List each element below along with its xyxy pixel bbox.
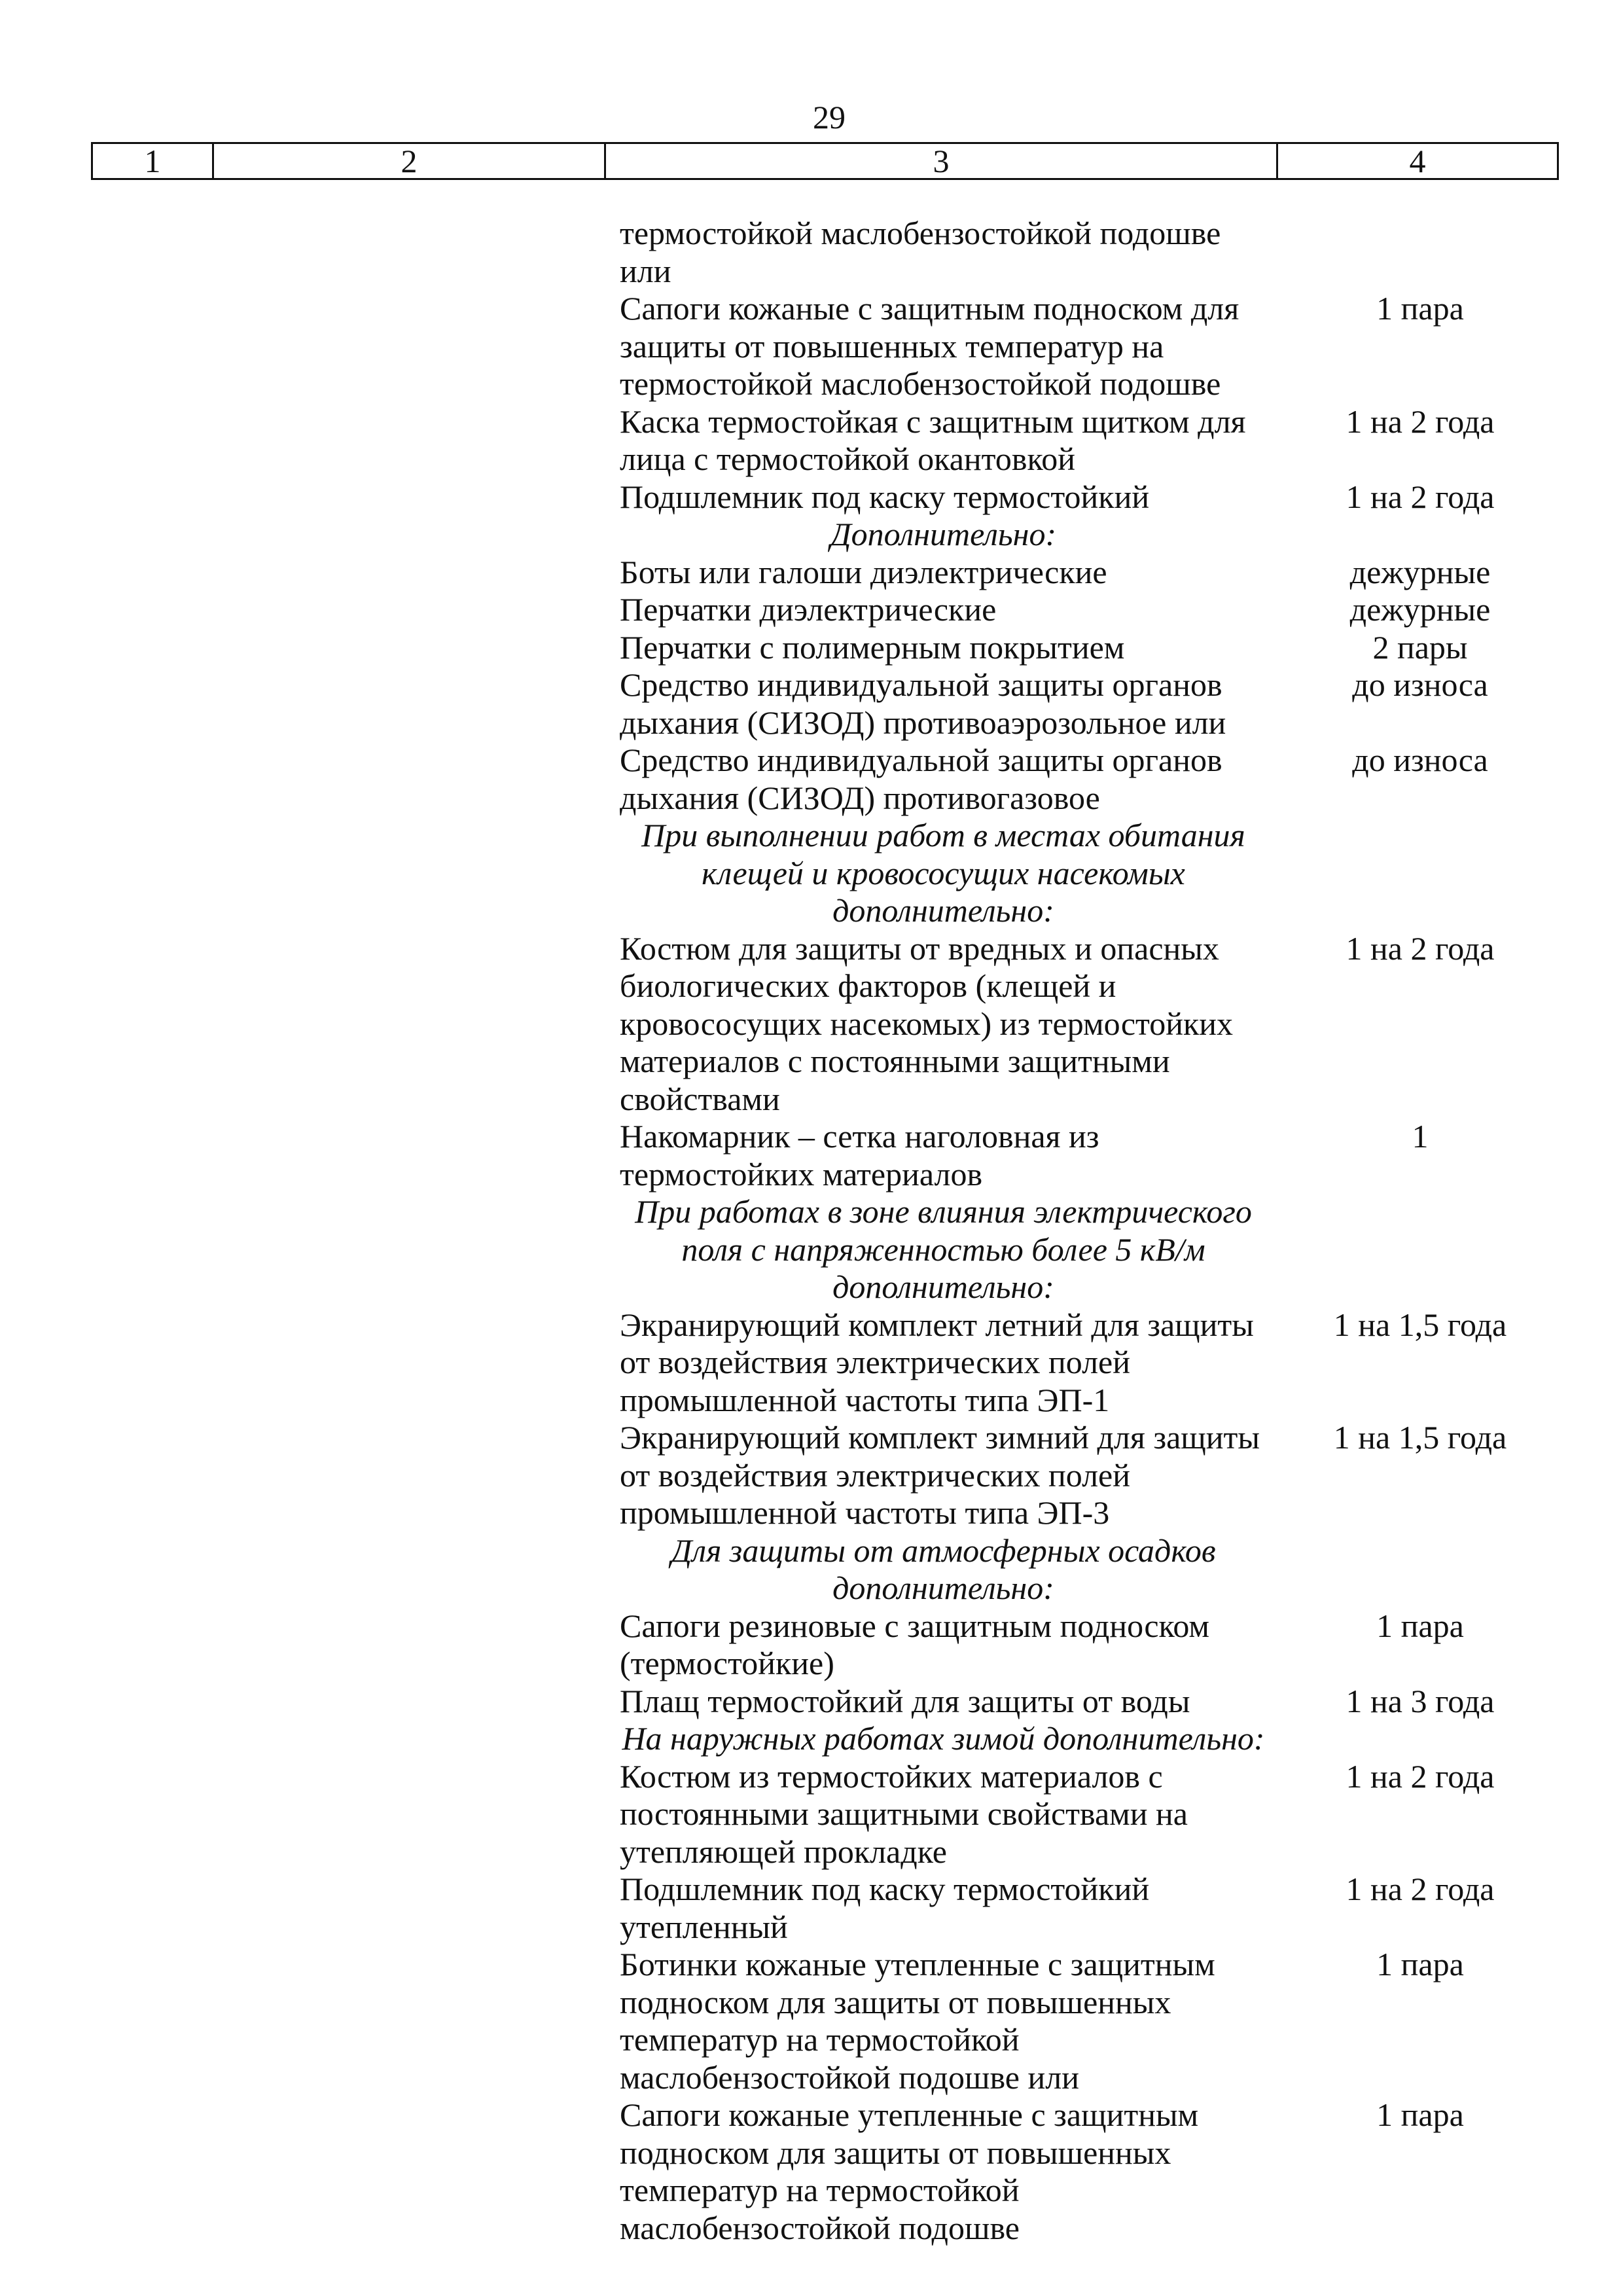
issue-norm-cell	[1276, 742, 1564, 817]
issue-norm-cell	[1276, 930, 1564, 1119]
table-row	[604, 2096, 1564, 2247]
item-name-line: промышленной частоты типа ЭП-1	[620, 1381, 1110, 1418]
item-name-line: подноском для защиты от повышенных	[620, 1983, 1171, 2020]
item-name-cell	[604, 1683, 1276, 1721]
item-name-line: маслобензостойкой подошве или	[620, 2058, 1079, 2096]
issue-norm-value: до износа	[1352, 666, 1488, 703]
table-row	[604, 1607, 1564, 1683]
issue-norm-cell	[1276, 2096, 1564, 2247]
item-name-line: от воздействия электрических полей	[620, 1456, 1130, 1494]
issue-norm-value: 2 пары	[1372, 628, 1468, 666]
item-name-cell	[604, 554, 1276, 592]
table-row	[604, 554, 1564, 592]
item-name-cell	[604, 478, 1276, 516]
section-heading-line: поля с напряженностью более 5 кВ/м	[681, 1230, 1205, 1268]
item-name-cell	[604, 2096, 1276, 2247]
issue-norm-cell	[1276, 1758, 1564, 1871]
item-name-line: кровососущих насекомых) из термостойких	[620, 1005, 1234, 1042]
issue-norm-value: 1 на 2 года	[1346, 1871, 1495, 1907]
item-name-line: Плащ термостойкий для защиты от воды	[620, 1682, 1190, 1719]
table-row	[604, 629, 1564, 667]
item-name-cell	[604, 1946, 1276, 2096]
table-row	[604, 478, 1564, 516]
item-name-line: утепленный	[620, 1908, 788, 1945]
issue-norm-value: 1 на 2 года	[1346, 929, 1495, 967]
section-heading-text	[604, 1193, 1276, 1306]
item-name-line: Костюм из термостойких материалов с	[620, 1757, 1163, 1795]
issue-norm-value: 1 на 3 года	[1346, 1682, 1495, 1719]
column-header-3: 3	[606, 144, 1278, 178]
page-number: 29	[813, 99, 846, 135]
section-heading-text	[604, 516, 1276, 554]
item-name-cell	[604, 215, 1276, 290]
section-heading	[604, 516, 1564, 554]
item-name-line: Ботинки кожаные утепленные с защитным	[620, 1946, 1215, 1982]
issue-norm-cell	[1276, 591, 1564, 629]
table-row	[604, 1306, 1564, 1420]
item-name-cell	[604, 1419, 1276, 1532]
issue-norm-cell	[1276, 1871, 1564, 1946]
item-name-cell	[604, 742, 1276, 817]
section-heading-text	[604, 1720, 1276, 1758]
item-name-line: промышленной частоты типа ЭП-3	[620, 1494, 1110, 1531]
section-heading-line: При выполнении работ в местах обитания	[641, 817, 1245, 853]
item-name-line: утепляющей прокладке	[620, 1833, 947, 1870]
item-name-line: Боты или галоши диэлектрические	[620, 553, 1107, 590]
table-row	[604, 591, 1564, 629]
item-name-cell	[604, 1306, 1276, 1420]
issue-norm-value: 1 на 2 года	[1346, 1757, 1495, 1795]
table-row	[604, 403, 1564, 478]
item-name-line: дыхания (СИЗОД) противоаэрозольное или	[620, 704, 1226, 741]
item-name-cell	[604, 1607, 1276, 1683]
issue-norm-value: 1 пара	[1376, 1946, 1464, 1982]
section-heading-line: Для защиты от атмосферных осадков	[671, 1532, 1216, 1569]
issue-norm-value: 1 на 1,5 года	[1333, 1306, 1507, 1343]
item-name-cell	[604, 290, 1276, 403]
column-number-header	[91, 142, 1559, 180]
item-name-cell	[604, 1871, 1276, 1946]
table-row	[604, 930, 1564, 1119]
issue-norm-cell	[1276, 516, 1564, 554]
item-name-line: Средство индивидуальной защиты органов	[620, 742, 1222, 778]
item-name-line: термостойких материалов	[620, 1155, 983, 1193]
table-row	[604, 1118, 1564, 1193]
issue-norm-cell	[1276, 1607, 1564, 1683]
section-heading-line: При работах в зоне влияния электрического	[635, 1193, 1252, 1230]
issue-norm-cell	[1276, 1532, 1564, 1607]
item-name-line: термостойкой маслобензостойкой подошве	[620, 365, 1221, 402]
item-name-cell	[604, 1118, 1276, 1193]
issue-norm-value: 1 пара	[1376, 2096, 1464, 2133]
issue-norm-value: 1 на 1,5 года	[1333, 1419, 1507, 1456]
item-name-line: Сапоги кожаные утепленные с защитным	[620, 2096, 1199, 2133]
section-heading-line: Дополнительно:	[830, 516, 1057, 552]
item-name-line: или	[620, 252, 671, 289]
issue-norm-value: 1	[1412, 1118, 1429, 1155]
item-name-line: Экранирующий комплект летний для защиты	[620, 1306, 1254, 1343]
item-name-line: термостойкой маслобензостойкой подошве	[620, 215, 1221, 251]
issue-norm-cell	[1276, 666, 1564, 742]
issue-norm-value: 1 пара	[1376, 290, 1464, 327]
item-name-line: лица с термостойкой окантовкой	[620, 440, 1075, 477]
table-row	[604, 742, 1564, 817]
table-row	[604, 666, 1564, 742]
item-name-cell	[604, 629, 1276, 667]
section-heading	[604, 1193, 1564, 1306]
issue-norm-value: до износа	[1352, 742, 1488, 778]
section-heading	[604, 1532, 1564, 1607]
item-name-line: материалов с постоянными защитными	[620, 1043, 1170, 1079]
item-name-line: Перчатки с полимерным покрытием	[620, 628, 1125, 666]
column-header-4: 4	[1409, 143, 1426, 179]
issue-norm-cell	[1276, 290, 1564, 403]
section-heading-line: клещей и кровососущих насекомых	[702, 854, 1185, 891]
table-row	[604, 290, 1564, 403]
section-heading-line: дополнительно:	[832, 1570, 1054, 1606]
item-name-line: Средство индивидуальной защиты органов	[620, 666, 1222, 703]
issue-norm-cell	[1276, 1419, 1564, 1532]
issue-norm-value: дежурные	[1349, 553, 1491, 590]
item-name-line: подноском для защиты от повышенных	[620, 2134, 1171, 2171]
item-name-cell	[604, 666, 1276, 742]
table-row	[604, 1419, 1564, 1532]
issue-norm-cell	[1276, 1683, 1564, 1721]
item-name-cell	[604, 1758, 1276, 1871]
issue-norm-cell	[1276, 478, 1564, 516]
item-name-line: Каска термостойкая с защитным щитком для	[620, 403, 1246, 440]
issue-norm-cell	[1276, 817, 1564, 930]
item-name-line: Перчатки диэлектрические	[620, 591, 997, 628]
issue-norm-cell	[1276, 629, 1564, 667]
issue-norm-cell	[1276, 1118, 1564, 1193]
table-row	[604, 1871, 1564, 1946]
item-name-line: Экранирующий комплект зимний для защиты	[620, 1419, 1260, 1456]
table-row	[604, 215, 1564, 290]
issue-norm-value: дежурные	[1349, 591, 1491, 628]
section-heading-line: дополнительно:	[832, 1268, 1054, 1305]
table-body	[604, 215, 1564, 2247]
issue-norm-cell	[1276, 403, 1564, 478]
column-header-2: 2	[214, 144, 606, 178]
issue-norm-cell	[1276, 1720, 1564, 1758]
issue-norm-cell	[1276, 1193, 1564, 1306]
item-name-line: температур на термостойкой	[620, 2021, 1020, 2058]
item-name-cell	[604, 930, 1276, 1119]
item-name-line: от воздействия электрических полей	[620, 1344, 1130, 1380]
table-row	[604, 1946, 1564, 2096]
item-name-line: Накомарник – сетка наголовная из	[620, 1118, 1099, 1155]
section-heading-text	[604, 817, 1276, 930]
issue-norm-cell	[1276, 1946, 1564, 2096]
item-name-line: постоянными защитными свойствами на	[620, 1795, 1188, 1832]
issue-norm-cell	[1276, 1306, 1564, 1420]
item-name-cell	[604, 591, 1276, 629]
item-name-line: Костюм для защиты от вредных и опасных	[620, 929, 1219, 967]
item-name-line: маслобензостойкой подошве	[620, 2209, 1020, 2246]
issue-norm-value: 1 на 2 года	[1346, 403, 1495, 440]
section-heading-text	[604, 1532, 1276, 1607]
section-heading	[604, 1720, 1564, 1758]
table-row	[604, 1758, 1564, 1871]
section-heading-line: На наружных работах зимой дополнительно:	[622, 1720, 1265, 1757]
item-name-line: Сапоги кожаные с защитным подноском для	[620, 290, 1240, 327]
issue-norm-cell	[1276, 554, 1564, 592]
issue-norm-value: 1 пара	[1376, 1607, 1464, 1644]
item-name-line: температур на термостойкой	[620, 2172, 1020, 2208]
item-name-cell	[604, 403, 1276, 478]
item-name-line: свойствами	[620, 1080, 780, 1117]
item-name-line: Подшлемник под каску термостойкий	[620, 1871, 1150, 1907]
item-name-line: Подшлемник под каску термостойкий	[620, 478, 1150, 515]
section-heading-line: дополнительно:	[832, 892, 1054, 929]
item-name-line: Сапоги резиновые с защитным подноском	[620, 1607, 1210, 1644]
column-header-1: 1	[93, 144, 214, 178]
issue-norm-cell	[1276, 215, 1564, 290]
item-name-line: (термостойкие)	[620, 1645, 834, 1681]
item-name-line: биологических факторов (клещей и	[620, 967, 1116, 1004]
section-heading	[604, 817, 1564, 930]
item-name-line: дыхания (СИЗОД) противогазовое	[620, 779, 1100, 816]
item-name-line: защиты от повышенных температур на	[620, 327, 1164, 365]
issue-norm-value: 1 на 2 года	[1346, 478, 1495, 515]
table-row	[604, 1683, 1564, 1721]
